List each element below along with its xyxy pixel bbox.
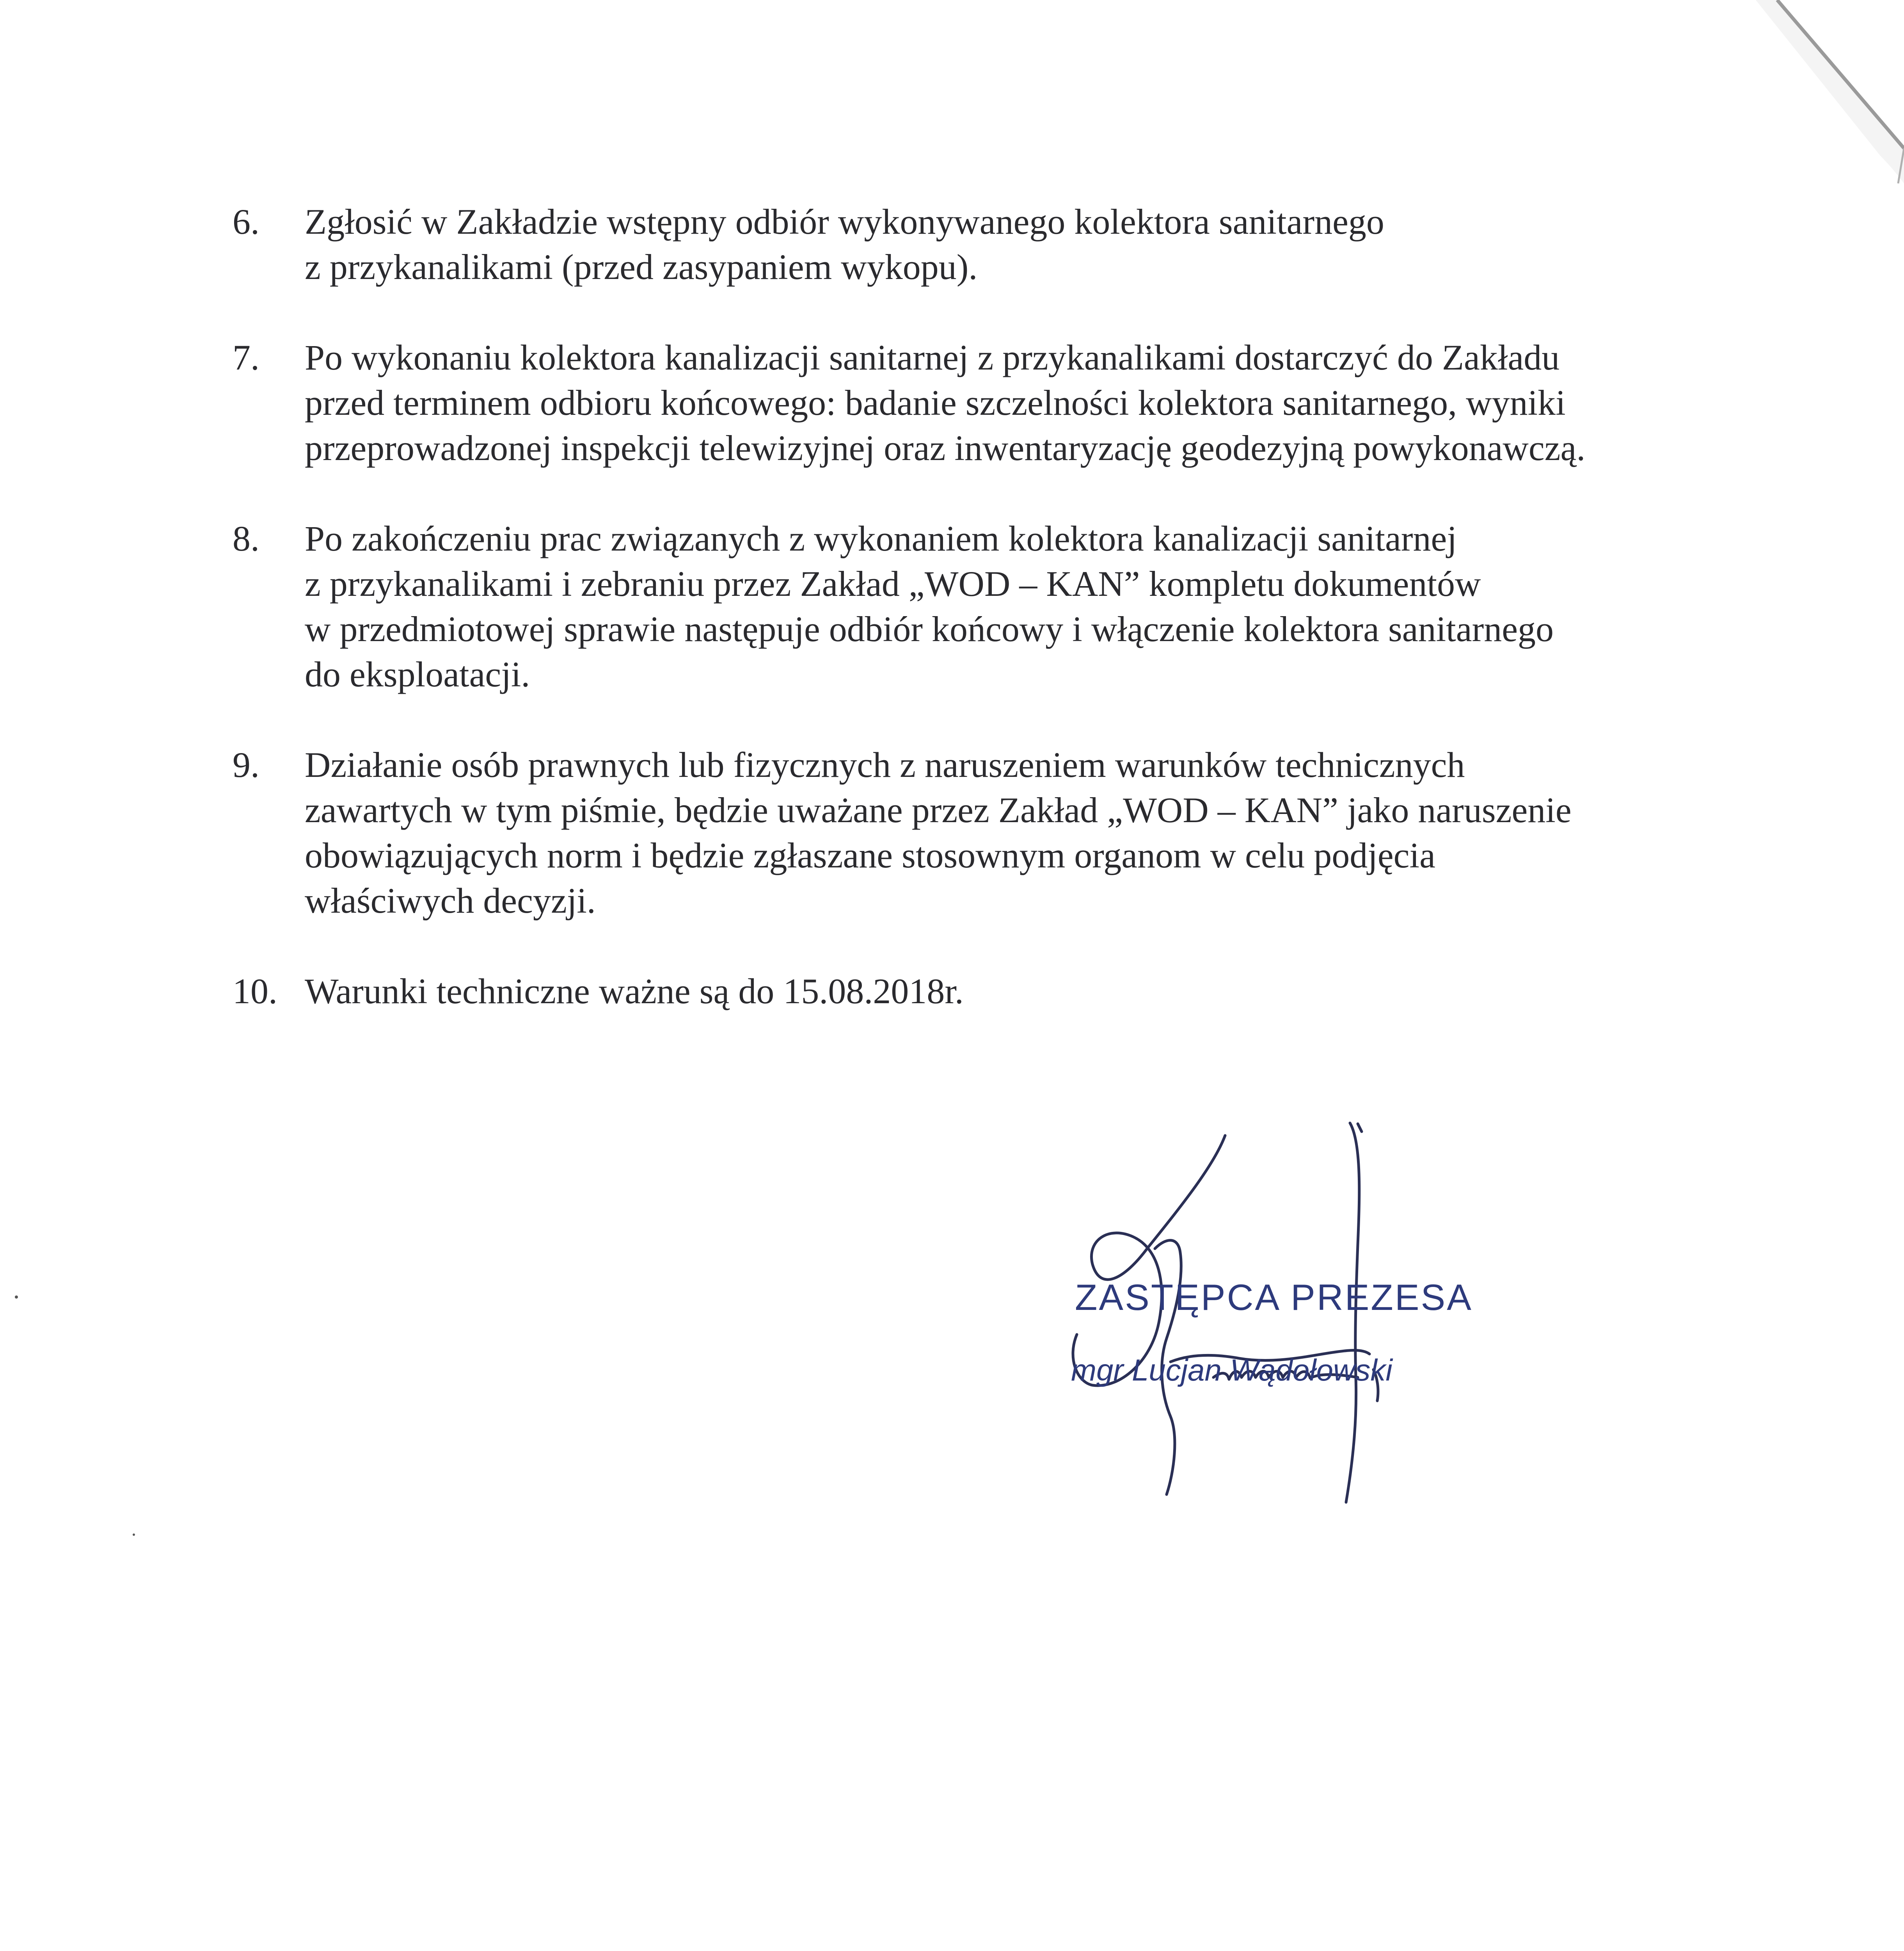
- scan-speck: [15, 1295, 18, 1299]
- condition-text-line: z przykanalikami (przed zasypaniem wykopu).: [305, 247, 978, 287]
- condition-text-line: przed terminem odbioru końcowego: badanie szczelności kolektora sanitarnego, wyniki: [305, 383, 1566, 423]
- conditions-list: [233, 199, 1754, 1059]
- condition-text-line: Działanie osób prawnych lub fizycznych z naruszeniem warunków technicznych: [305, 745, 1465, 785]
- condition-text-line: do eksploatacji.: [305, 654, 530, 694]
- condition-text-line: właściwych decyzji.: [305, 881, 596, 920]
- condition-text-line: zawartych w tym piśmie, będzie uważane przez Zakład „WOD – KAN” jako naruszenie: [305, 790, 1572, 830]
- condition-number: 9.: [233, 745, 259, 785]
- condition-text-line: obowiązujących norm i będzie zgłaszane stosownym organom w celu podjęcia: [305, 835, 1435, 875]
- stamp-title: ZASTĘPCA PREZESA: [1075, 1277, 1473, 1318]
- condition-item: [233, 742, 1754, 923]
- condition-text-line: Warunki techniczne ważne są do 15.08.2018r.: [305, 971, 964, 1011]
- condition-item: [233, 335, 1754, 471]
- official-stamp: [1071, 1276, 1473, 1388]
- condition-number: 10.: [233, 971, 277, 1011]
- condition-text-line: w przedmiotowej sprawie następuje odbiór końcowy i włączenie kolektora sanitarnego: [305, 609, 1554, 649]
- condition-number: 7.: [233, 338, 259, 377]
- stamp-signatory-name: mgr Lucjan Wądołowski: [1071, 1353, 1392, 1387]
- condition-text-line: przeprowadzonej inspekcji telewizyjnej oraz inwentaryzację geodezyjną powykonawczą.: [305, 428, 1586, 468]
- condition-item: [233, 516, 1754, 697]
- condition-item: [233, 968, 1754, 1014]
- condition-item: [233, 199, 1754, 290]
- condition-text-line: Zgłosić w Zakładzie wstępny odbiór wykonywanego kolektora sanitarnego: [305, 202, 1384, 242]
- condition-text-line: Po zakończeniu prac związanych z wykonaniem kolektora kanalizacji sanitarnej: [305, 519, 1457, 558]
- condition-text-line: Po wykonaniu kolektora kanalizacji sanitarnej z przykanalikami dostarczyć do Zakładu: [305, 338, 1560, 377]
- condition-text-line: z przykanalikami i zebraniu przez Zakład „WOD – KAN” kompletu dokumentów: [305, 564, 1481, 604]
- scan-speck: [133, 1533, 135, 1536]
- condition-number: 6.: [233, 202, 259, 242]
- condition-number: 8.: [233, 519, 259, 558]
- paper-corner-fold: [1740, 0, 1904, 187]
